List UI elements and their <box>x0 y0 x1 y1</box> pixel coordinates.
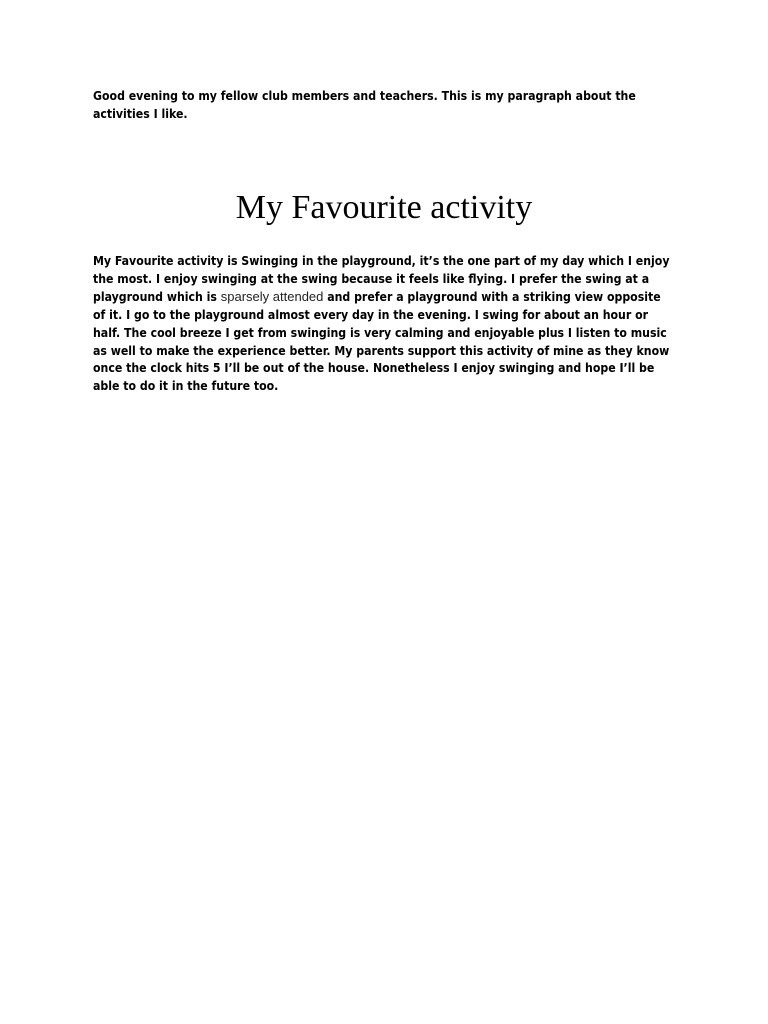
body-paragraph-part-2: and prefer a playground with a striking view opposite of it. I go to the playground almost every day in the evening. I swing for about an hour or half. The cool breeze I get from swinging is very calming and enjoyable plus I listen to music as well to make the experience better. My parents support this activity of mine as they know once the clock hits 5 I’ll be out of the house. Nonetheless I enjoy swinging and hope I’ll be able to do it in the future too. <box>93 290 670 393</box>
body-paragraph-highlight: sparsely attended <box>220 289 324 305</box>
intro-paragraph: Good evening to my fellow club members and teachers. This is my paragraph about the activities I like. <box>93 89 636 121</box>
page-title: My Favourite activity <box>235 189 533 226</box>
body-paragraph-part-1: My Favourite activity is Swinging in the playground, it’s the one part of my day which I enjoy the most. I enjoy swinging at the swing because it feels like flying. I prefer the swing at a playground which is <box>93 254 670 305</box>
body-paragraph <box>93 253 673 396</box>
